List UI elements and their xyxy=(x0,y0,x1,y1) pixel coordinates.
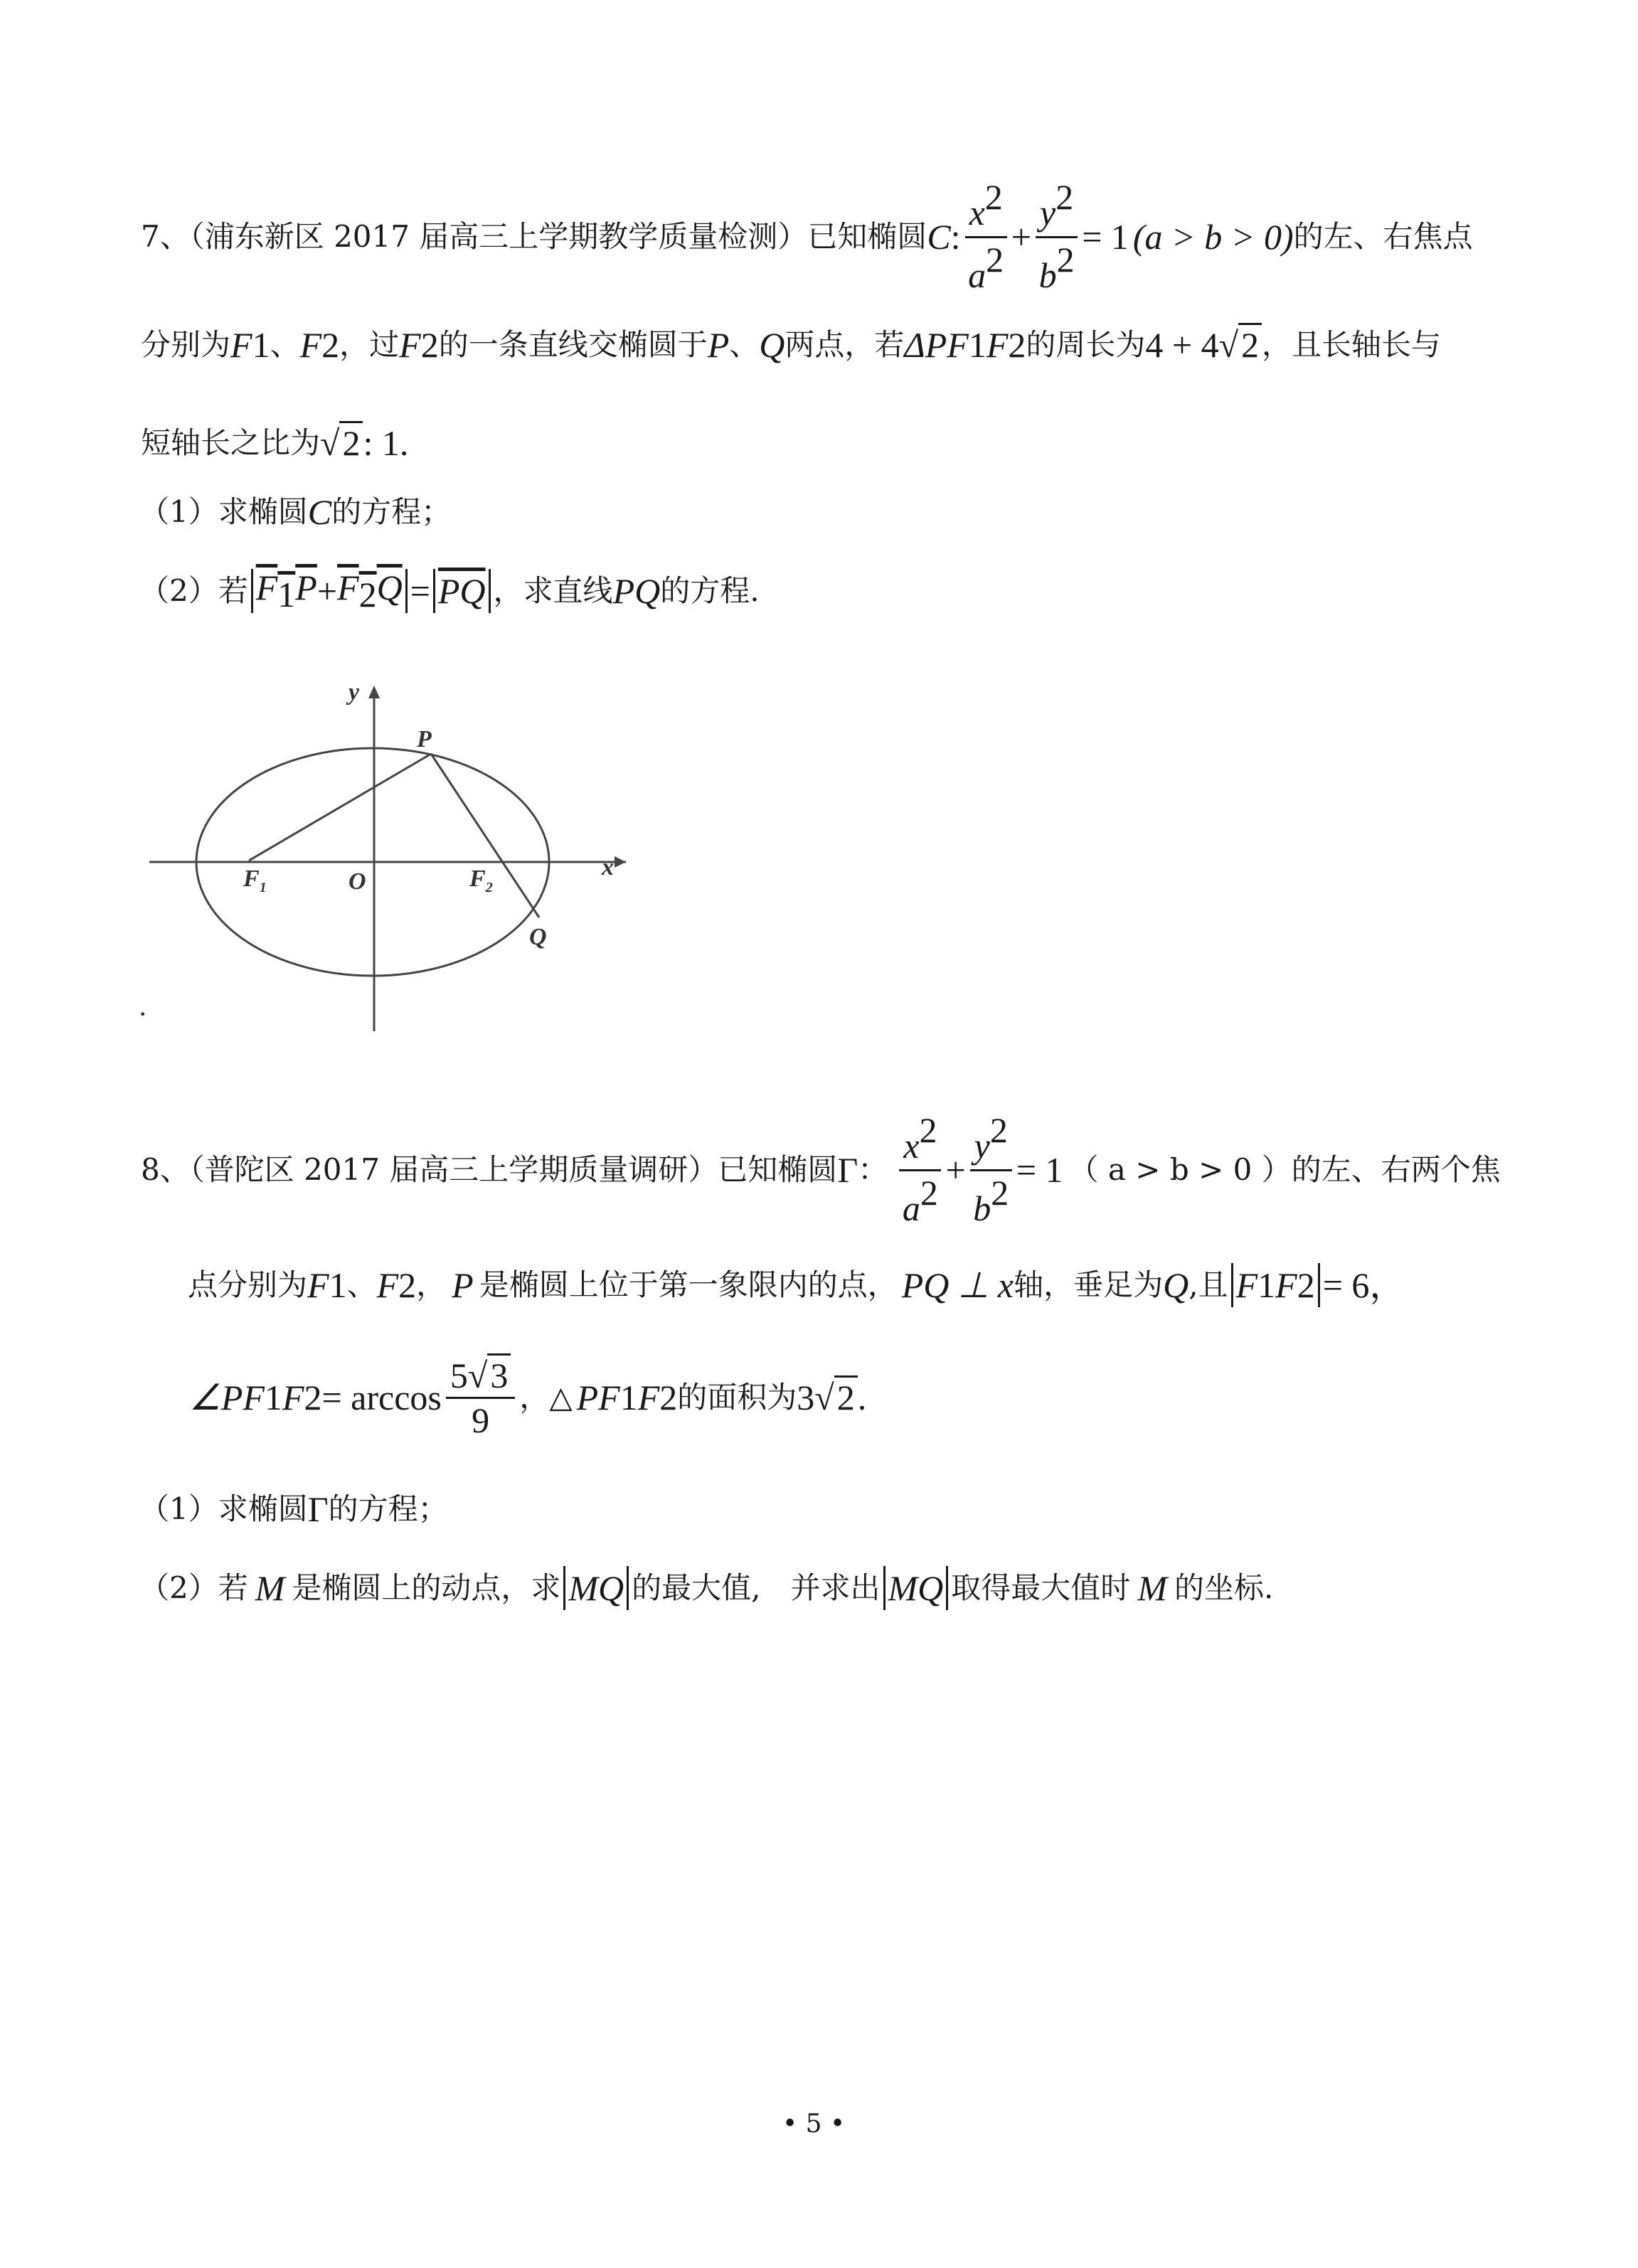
p8-question-2: （2）若 M 是椭圆上的动点，求 MQ 的最大值, 并求出 MQ 取得最大值时 M 的坐标. xyxy=(139,1563,1273,1613)
p7-triangle: ΔPF xyxy=(904,325,969,365)
p8-frac-y: $\frac{y^2}{b^2}$ xyxy=(970,1110,1012,1230)
p8-question-1: （1）求椭圆 Γ 的方程； xyxy=(139,1489,448,1529)
label-F1: $F_1$ xyxy=(243,866,267,895)
p7-line1-prefix: 7、（浦东新区 2017 届高三上学期教学质量检测）已知椭圆 xyxy=(141,219,927,254)
p8-line1: 8、（普陀区 2017 届高三上学期质量调研）已知椭圆 Γ ： $\frac{x^2}{a^2}$ + $\frac{y^2}{b^2}$ = 1 （ a > b > 0 ） 的左、右两个焦 xyxy=(141,1124,1501,1216)
p7-line3: 短轴长之比为 √2 : 1. xyxy=(141,418,408,468)
p8-frac-arccos: $\frac{5√3}{9}$ xyxy=(446,1356,515,1440)
p7-frac-y: $\frac{y^2}{b^2}$ xyxy=(1036,177,1078,297)
p8-line3: ∠PF 1 F 2 = arccos $\frac{5√3}{9}$ ，△ PF 1 F 2 的面积为 3 √2 . xyxy=(189,1351,866,1444)
segment-F1-P xyxy=(249,754,431,861)
label-x: x xyxy=(602,854,614,880)
p8-line2: 点分别为 F 1 、 F 2 ， P 是椭圆上位于第一象限内的点， PQ ⊥ x 轴，垂足为 Q ,且 F 1 F 2 = 6， xyxy=(188,1260,1405,1310)
p7-sqrt2: √2 xyxy=(1219,324,1262,366)
p8-frac-x: $\frac{x^2}{a^2}$ xyxy=(899,1110,941,1230)
p7-ratio-sqrt: √2 xyxy=(320,422,363,464)
p7-C: C xyxy=(927,217,951,257)
p8-angle: ∠PF xyxy=(189,1378,265,1417)
label-P: P xyxy=(417,726,432,752)
page-number: • 5 • xyxy=(782,2109,846,2139)
p7-colon: : xyxy=(950,217,961,257)
p7-line1-suffix: 的左、右焦点 xyxy=(1293,219,1473,254)
p7-line1: 7、（浦东新区 2017 届高三上学期教学质量检测）已知椭圆 C : $\frac{x^2}{a^2}$ + $\frac{y^2}{b^2}$ = 1 (a > b > 0) 的左、右焦点 xyxy=(141,191,1473,283)
p7-frac-x: $\frac{x^2}{a^2}$ xyxy=(965,177,1007,297)
p7-condition: (a > b > 0) xyxy=(1132,217,1294,257)
p8-condition: （ a > b > 0 ） xyxy=(1068,1152,1292,1187)
p7-line2: 分别为 F 1 、 F 2 ，过 F 2 的一条直线交椭圆于 P 、 Q 两点，若 ΔPF 1 F 2 的周长为 4 + 4 √2 ，且长轴长与 xyxy=(141,320,1441,370)
p7-vec-PQ: $\overline{PQ}$ xyxy=(437,571,486,611)
y-axis-arrow xyxy=(368,686,380,698)
x-axis-arrow xyxy=(615,856,626,868)
label-Q: Q xyxy=(529,924,547,950)
ellipse-figure xyxy=(135,669,647,1053)
label-y: y xyxy=(349,679,360,706)
p7-question-2: （2）若 $F_1P$ + $F_2Q$ = $\overline{PQ}$ ，求直线 PQ 的方程. xyxy=(139,568,760,614)
p8-gamma: Γ xyxy=(837,1150,858,1190)
stray-dot: . xyxy=(141,997,147,1021)
label-F2: $F_2$ xyxy=(469,866,493,895)
p7-vec-F2Q: $F_2Q$ xyxy=(337,568,403,614)
p7-question-1: （1）求椭圆 C 的方程； xyxy=(139,492,452,532)
label-O: O xyxy=(349,868,366,895)
p7-vec-F1P: $F_1P$ xyxy=(255,568,317,614)
